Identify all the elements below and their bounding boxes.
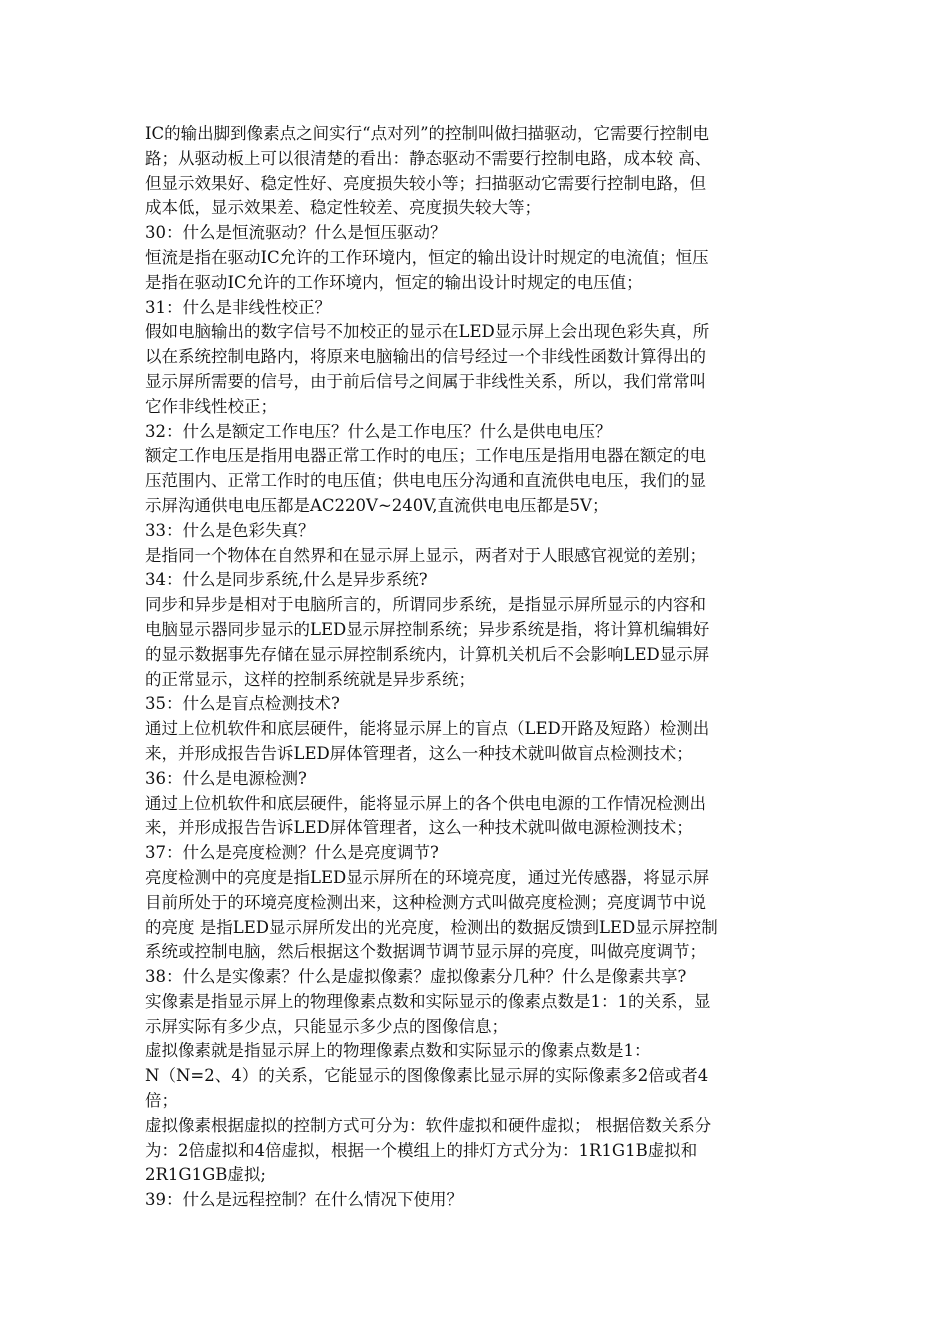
text-line: 34：什么是同步系统,什么是异步系统? — [145, 570, 428, 590]
text-line: 倍； — [145, 1091, 178, 1111]
text-line: 是指同一个物体在自然界和在显示屏上显示，两者对于人眼感官视觉的差别； — [145, 545, 706, 565]
text-line: 假如电脑输出的数字信号不加校正的显示在LED显示屏上会出现色彩失真，所 — [145, 322, 710, 342]
text-line: 同步和异步是相对于电脑所言的，所谓同步系统，是指显示屏所显示的内容和 — [145, 595, 706, 615]
text-line: 亮度检测中的亮度是指LED显示屏所在的环境亮度，通过光传感器，将显示屏 — [145, 867, 710, 887]
text-line: 显示屏所需要的信号，由于前后信号之间属于非线性关系，所以，我们常常叫 — [145, 371, 706, 391]
text-line: IC的输出脚到像素点之间实行“点对列”的控制叫做扫描驱动，它需要行控制电 — [145, 124, 710, 143]
text-line: 33：什么是色彩失真？ — [145, 520, 315, 540]
text-line: 示屏沟通供电电压都是AC220V~240V,直流供电电压都是5V； — [145, 495, 609, 515]
text-line: 额定工作电压是指用电器正常工作时的电压；工作电压是指用电器在额定的电 — [145, 446, 706, 466]
text-line: 虚拟像素根据虚拟的控制方式可分为：软件虚拟和硬件虚拟； 根据倍数关系分 — [145, 1115, 712, 1135]
text-line: 虚拟像素就是指显示屏上的物理像素点数和实际显示的像素点数是1： — [145, 1041, 651, 1061]
text-line: 来，并形成报告告诉LED屏体管理者，这么一种技术就叫做盲点检测技术； — [145, 743, 693, 763]
text-line: 的显示数据事先存储在显示屏控制系统内，计算机关机后不会影响LED显示屏 — [145, 644, 710, 664]
text-line: 37：什么是亮度检测？什么是亮度调节? — [145, 843, 439, 863]
text-line: 的正常显示，这样的控制系统就是异步系统； — [145, 669, 475, 689]
text-line: 示屏实际有多少点，只能显示多少点的图像信息； — [145, 1016, 508, 1036]
text-line: 30：什么是恒流驱动？什么是恒压驱动？ — [145, 223, 447, 243]
text-line: 通过上位机软件和底层硬件，能将显示屏上的各个供电电源的工作情况检测出 — [145, 793, 706, 813]
text-line: 35：什么是盲点检测技术? — [145, 694, 340, 714]
text-line: 路；从驱动板上可以很清楚的看出：静态驱动不需要行控制电路，成本较 高、 — [145, 148, 712, 168]
text-line: 以在系统控制电路内，将原来电脑输出的信号经过一个非线性函数计算得出的 — [145, 347, 706, 367]
text-line: 压范围内、正常工作时的电压值；供电电压分沟通和直流供电电压，我们的显 — [145, 471, 706, 491]
text-line: 39：什么是远程控制？在什么情况下使用？ — [145, 1190, 463, 1210]
text-line: N（N=2、4）的关系，它能显示的图像像素比显示屏的实际像素多2倍或者4 — [145, 1066, 709, 1086]
text-line: 系统或控制电脑，然后根据这个数据调节调节显示屏的亮度，叫做亮度调节； — [145, 942, 706, 962]
text-line: 31：什么是非线性校正？ — [145, 297, 331, 317]
text-line: 为：2倍虚拟和4倍虚拟，根据一个模组上的排灯方式分为：1R1G1B虚拟和 — [145, 1140, 698, 1160]
text-line: 32：什么是额定工作电压？什么是工作电压？什么是供电电压？ — [145, 421, 612, 441]
text-line: 成本低，显示效果差、稳定性较差、亮度损失较大等； — [145, 198, 541, 218]
text-line: 实像素是指显示屏上的物理像素点数和实际显示的像素点数是1：1的关系，显 — [145, 991, 711, 1011]
text-line: 38：什么是实像素？什么是虚拟像素？虚拟像素分几种？什么是像素共享? — [145, 967, 687, 987]
text-line: 但显示效果好、稳定性好、亮度损失较小等；扫描驱动它需要行控制电路，但 — [145, 173, 706, 193]
text-line: 恒流是指在驱动IC允许的工作环境内，恒定的输出设计时规定的电流值；恒压 — [145, 247, 709, 267]
document-body — [145, 122, 805, 1213]
text-line: 36：什么是电源检测? — [145, 768, 307, 788]
text-line: 是指在驱动IC允许的工作环境内，恒定的输出设计时规定的电压值； — [145, 272, 643, 292]
text-line: 它作非线性校正； — [145, 396, 277, 416]
text-line: 的亮度 是指LED显示屏所发出的光亮度，检测出的数据反馈到LED显示屏控制 — [145, 917, 718, 937]
text-line: 目前所处于的环境亮度检测出来，这种检测方式叫做亮度检测；亮度调节中说 — [145, 892, 706, 912]
text-line: 来，并形成报告告诉LED屏体管理者，这么一种技术就叫做电源检测技术； — [145, 818, 693, 838]
text-line: 电脑显示器同步显示的LED显示屏控制系统；异步系统是指，将计算机编辑好 — [145, 619, 710, 639]
text-line: 2R1G1GB虚拟; — [145, 1165, 266, 1185]
text-line: 通过上位机软件和底层硬件，能将显示屏上的盲点（LED开路及短路）检测出 — [145, 719, 710, 739]
